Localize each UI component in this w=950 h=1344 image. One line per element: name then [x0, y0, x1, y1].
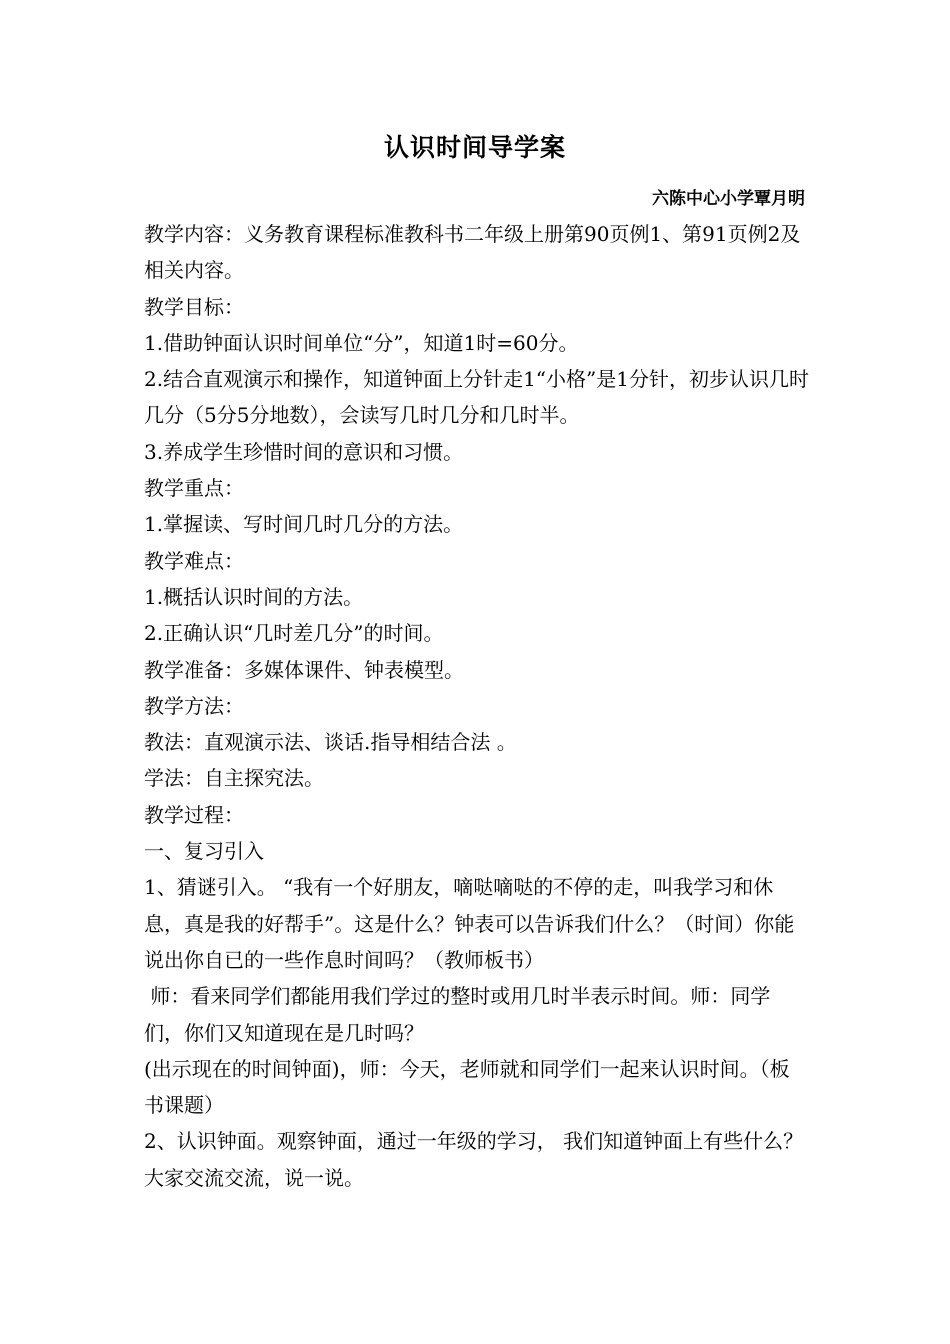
- paragraph-objectives-heading: 教学目标：: [144, 294, 244, 319]
- paragraph-difficulty-1: 1.概括认识时间的方法。: [144, 584, 364, 609]
- paragraph-key-point-1: 1.掌握读、写时间几时几分的方法。: [144, 512, 464, 537]
- paragraph-objective-3: 3.养成学生珍惜时间的意识和习惯。: [144, 439, 464, 464]
- document-title: 认识时间导学案: [383, 133, 566, 162]
- paragraph-teaching-content: 教学内容：义务教育课程标准教科书二年级上册第90页例1、第91页例2及相关内容。: [144, 222, 801, 283]
- paragraph-objective-2: 2.结合直观演示和操作，知道钟面上分针走1“小格”是1分针，初步认识几时几分（5分5分地数），会读写几时几分和几时半。: [144, 367, 809, 428]
- paragraph-clock-face: 2、认识钟面。观察钟面，通过一年级的学习， 我们知道钟面上有些什么？大家交流交流，说一说。: [144, 1129, 804, 1190]
- document-body: [144, 216, 809, 1196]
- paragraph-difficulties-heading: 教学难点：: [144, 548, 244, 573]
- paragraph-show-clock: (出示现在的时间钟面)，师：今天，老师就和同学们一起来认识时间。（板书课题）: [144, 1056, 790, 1118]
- document-author: 六陈中心小学覃月明: [652, 189, 805, 209]
- paragraph-teacher-remark: 师：看来同学们都能用我们学过的整时或用几时半表示时间。师：同学们，你们又知道现在是几时吗？: [144, 984, 771, 1045]
- paragraph-process-heading: 教学过程：: [144, 802, 244, 827]
- paragraph-section-review: 一、复习引入: [144, 839, 264, 864]
- paragraph-teaching-method: 教法：直观演示法、谈话.指导相结合法 。: [144, 730, 517, 755]
- paragraph-methods-heading: 教学方法：: [144, 693, 244, 718]
- paragraph-objective-1: 1.借助钟面认识时间单位“分”，知道1时=60分。: [144, 330, 579, 355]
- paragraph-riddle-intro: 1、猜谜引入。 “我有一个好朋友，嘀哒嘀哒的不停的走，叫我学习和休息，真是我的好帮手”。这是什么？钟表可以告诉我们什么？（时间）你能说出你自已的一些作息时间吗？（教师板书）: [144, 875, 795, 972]
- paragraph-learning-method: 学法：自主探究法。: [144, 766, 324, 791]
- paragraph-key-points-heading: 教学重点：: [144, 476, 244, 501]
- paragraph-preparation: 教学准备：多媒体课件、钟表模型。: [144, 657, 464, 682]
- paragraph-difficulty-2: 2.正确认识“几时差几分”的时间。: [144, 621, 444, 646]
